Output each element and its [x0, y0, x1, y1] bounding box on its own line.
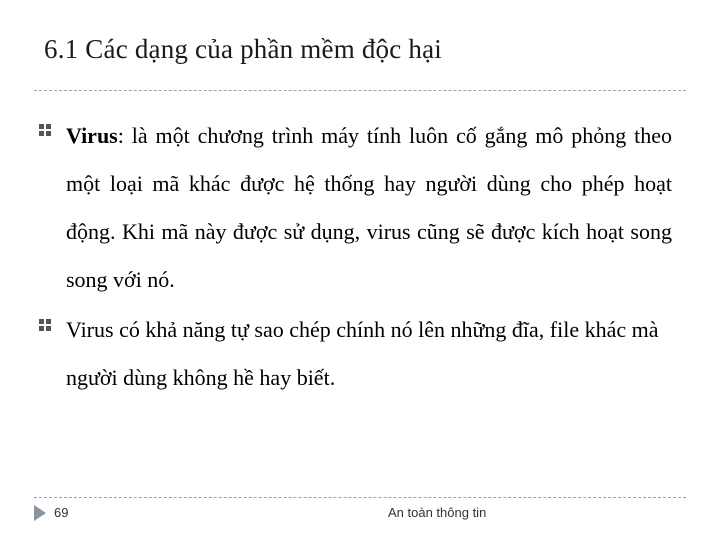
- slide-title: 6.1 Các dạng của phần mềm độc hại: [44, 34, 442, 64]
- bullet-paragraph-replication: [66, 306, 672, 402]
- bullet-term: Virus: [66, 123, 118, 148]
- bullet-icon: [38, 123, 52, 137]
- page-arrow-icon: [34, 505, 46, 521]
- title-divider: [34, 90, 686, 91]
- footer-divider: [34, 497, 686, 498]
- page-number: 69: [54, 505, 69, 520]
- bullet-icon: [38, 318, 52, 332]
- bullet-paragraph-virus: [66, 112, 672, 304]
- bullet-text: : là một chương trình máy tính luôn cố gắng mô phỏng theo một loại mã khác được hệ thống hay người dùng cho phép hoạt động. Khi mã này được sử dụng, virus cũng sẽ được kích hoạt song song với nó.: [66, 123, 672, 292]
- footer-text: An toàn thông tin: [388, 505, 487, 520]
- bullet-text: Virus có khả năng tự sao chép chính nó lên những đĩa, file khác mà người dùng không hề hay biết.: [66, 317, 659, 390]
